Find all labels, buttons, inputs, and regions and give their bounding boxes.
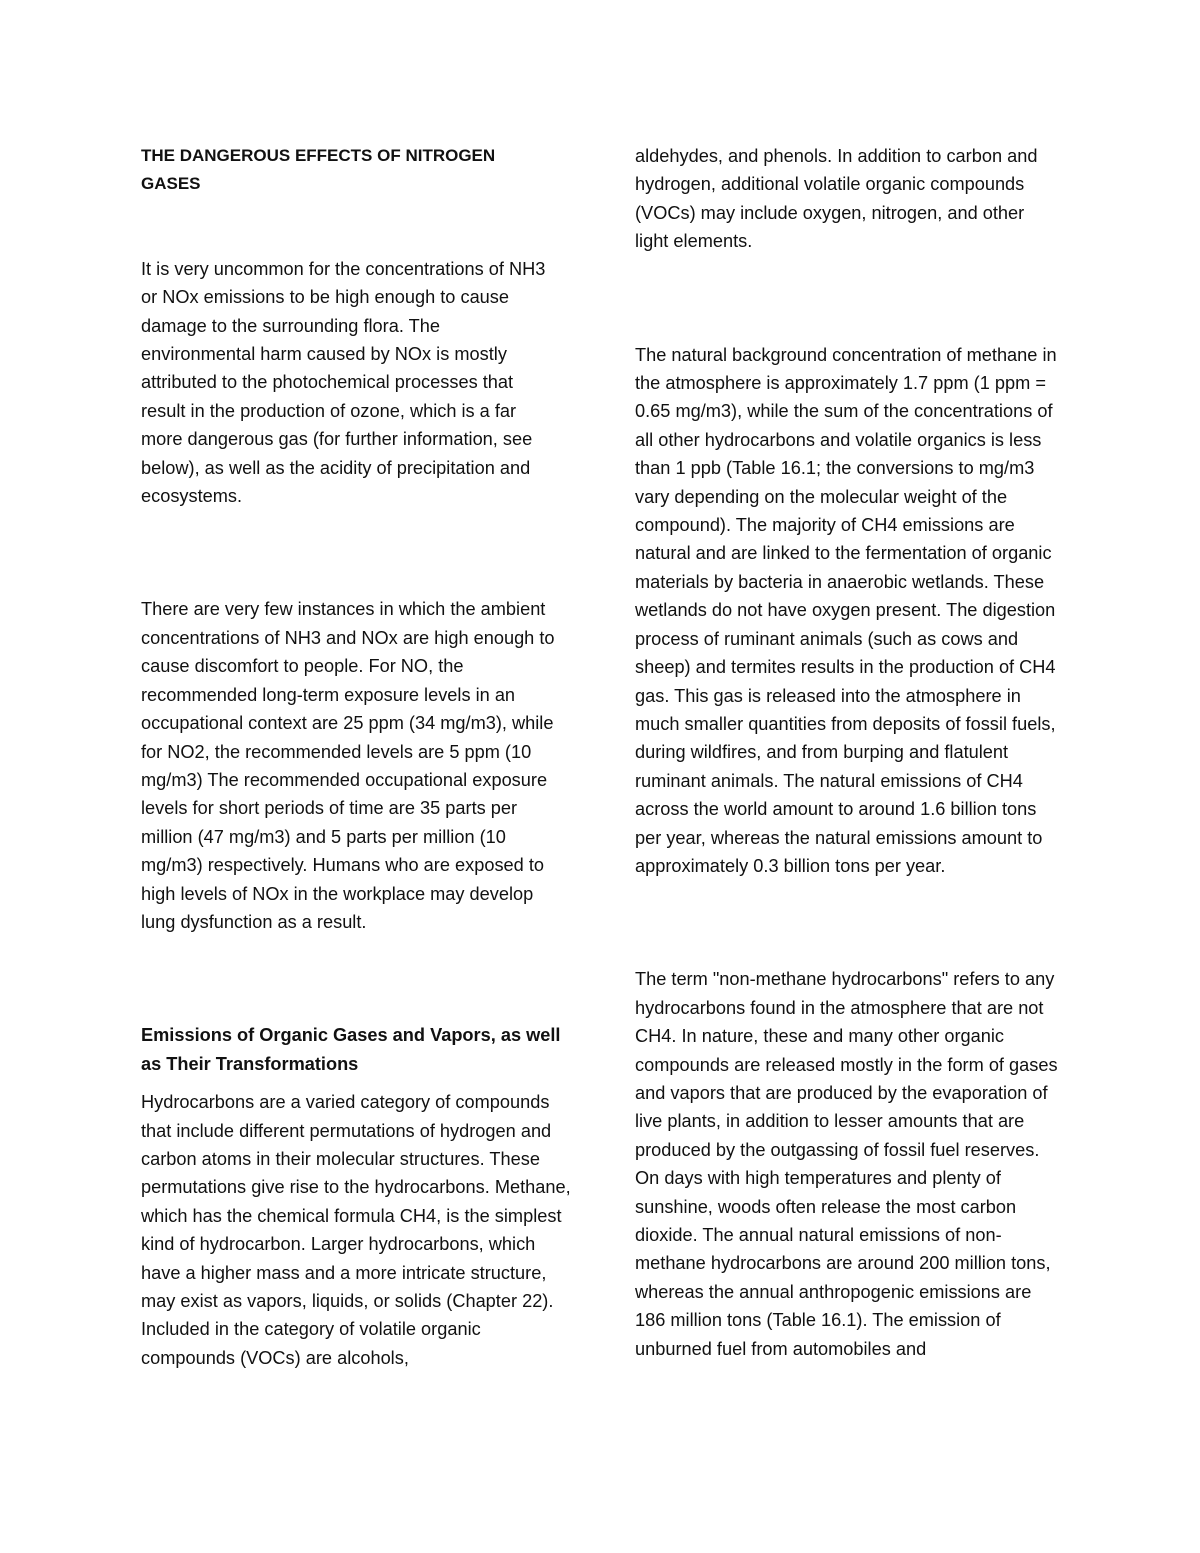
paragraph-nitrogen-flora: It is very uncommon for the concentrations of NH3 or NOx emissions to be high enough to cause damage to the surrounding flora. The environmental harm caused by NOx is mostly attributed to the photochemical processes that result in the production of ozone, which is a far more dangerous gas (for further information, see below), as well as the acidity of precipitation and ecosystems. [141, 258, 546, 507]
document-title: THE DANGEROUS EFFECTS OF NITROGEN GASES [141, 146, 496, 194]
paragraph-vocs-continued: aldehydes, and phenols. In addition to carbon and hydrogen, additional volatile organic compounds (VOCs) may include oxygen, nitrogen, and other light elements. [635, 146, 1038, 252]
paragraph-methane-concentration: The natural background concentration of methane in the atmosphere is approximately 1.7 ppm (1 ppm = 0.65 mg/m3), while the sum of the concentrations of all other hydrocarbons and volatile organics is less than 1 ppb (Table 16.1; the conversions to mg/m3 vary depending on the molecular weight of the compound). The majority of CH4 emissions are natural and are linked to the fermentation of organic materials by bacteria in anaerobic wetlands. These wetlands do not have oxygen present. The digestion process of ruminant animals (such as cows and sheep) and termites results in the production of CH4 gas. This gas is released into the atmosphere in much smaller quantities from deposits of fossil fuels, during wildfires, and from burping and flatulent ruminant animals. The natural emissions of CH4 across the world amount to around 1.6 billion tons per year, whereas the natural emissions amount to approximately 0.3 billion tons per year. [635, 344, 1057, 876]
section-heading-organic-gases: Emissions of Organic Gases and Vapors, as well as Their Transformations [141, 1025, 561, 1074]
paragraph-nitrogen-humans: There are very few instances in which the ambient concentrations of NH3 and NOx are high enough to cause discomfort to people. For NO, the recommended long-term exposure levels in an occupational context are 25 ppm (34 mg/m3), while for NO2, the recommended levels are 5 ppm (10 mg/m3) The recommended occupational exposure levels for short periods of time are 35 parts per million (47 mg/m3) and 5 parts per million (10 mg/m3) respectively. Humans who are exposed to high levels of NOx in the workplace may develop lung dysfunction as a result. [141, 599, 555, 932]
right-column [635, 142, 1067, 1363]
left-column [141, 142, 573, 1372]
paragraph-hydrocarbons: Hydrocarbons are a varied category of compounds that include different permutations of hydrogen and carbon atoms in their molecular structures. These permutations give rise to the hydrocarbons. Methane, which has the chemical formula CH4, is the simplest kind of hydrocarbon. Larger hydrocarbons, which have a higher mass and a more intricate structure, may exist as vapors, liquids, or solids (Chapter 22). Included in the category of volatile organic compounds (VOCs) are alcohols, [141, 1092, 571, 1368]
paragraph-non-methane-hydrocarbons: The term "non-methane hydrocarbons" refers to any hydrocarbons found in the atmosphere that are not CH4. In nature, these and many other organic compounds are released mostly in the form of gases and vapors that are produced by the evaporation of live plants, in addition to lesser amounts that are produced by the outgassing of fossil fuel reserves. On days with high temperatures and plenty of sunshine, woods often release the most carbon dioxide. The annual natural emissions of non-methane hydrocarbons are around 200 million tons, whereas the annual anthropogenic emissions are 186 million tons (Table 16.1). The emission of unburned fuel from automobiles and [635, 969, 1058, 1359]
